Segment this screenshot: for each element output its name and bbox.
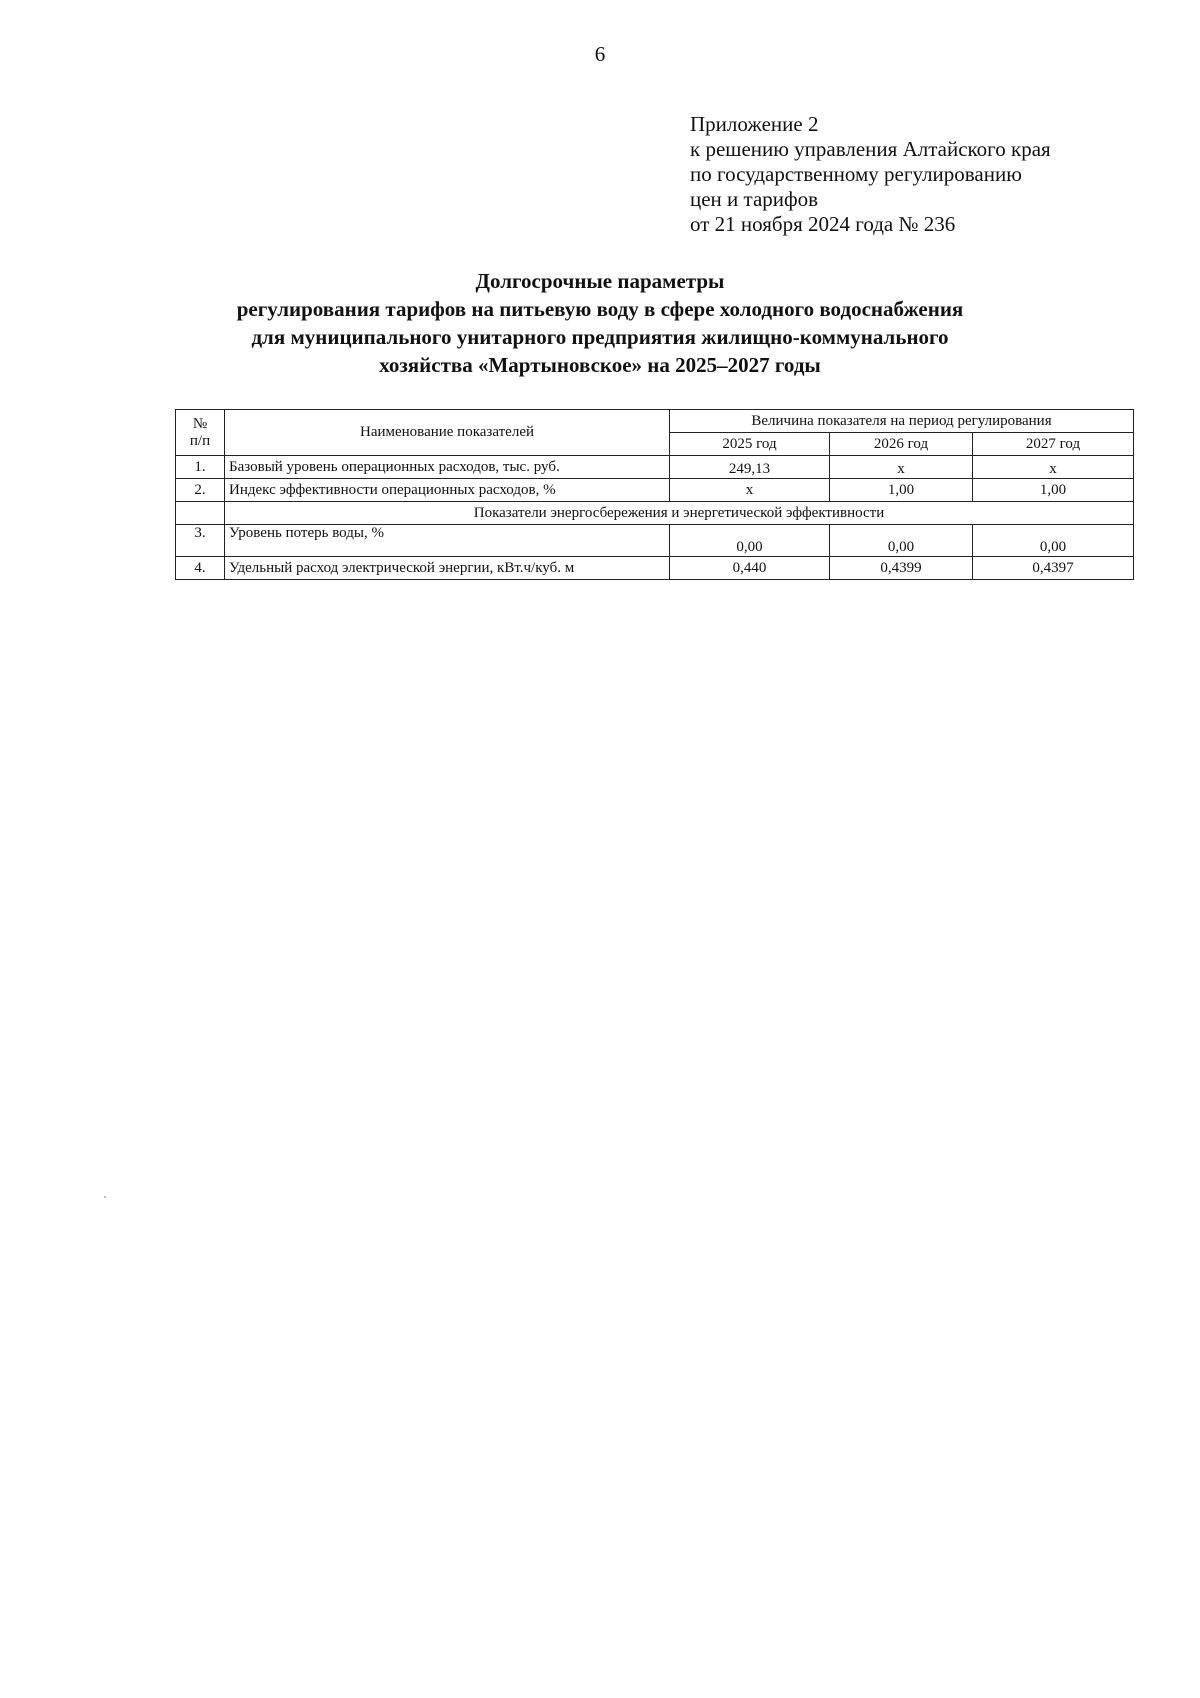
table-section-row bbox=[176, 502, 1134, 525]
title-line: для муниципального унитарного предприятия жилищно-коммунального bbox=[251, 325, 949, 349]
row-value: 0,4397 bbox=[973, 557, 1134, 580]
header-num-symbol: № bbox=[192, 415, 208, 432]
appendix-line: к решению управления Алтайского края bbox=[690, 137, 1051, 161]
title-line: хозяйства «Мартыновское» на 2025–2027 годы bbox=[379, 353, 821, 377]
scan-speck bbox=[104, 1196, 106, 1198]
row-value: 0,440 bbox=[670, 557, 830, 580]
row-num: 1. bbox=[176, 456, 225, 479]
table-row bbox=[176, 479, 1134, 502]
table-row bbox=[176, 525, 1134, 557]
appendix-line: от 21 ноября 2024 года № 236 bbox=[690, 212, 956, 236]
table-row bbox=[176, 557, 1134, 580]
appendix-line: цен и тарифов bbox=[690, 187, 819, 211]
row-name: Удельный расход электрической энергии, кВт.ч/куб. м bbox=[225, 557, 670, 580]
header-year-cell: 2025 год bbox=[670, 433, 830, 456]
section-empty-cell bbox=[176, 502, 225, 525]
row-value: х bbox=[670, 479, 830, 502]
row-name: Базовый уровень операционных расходов, тыс. руб. bbox=[225, 456, 670, 479]
row-value: 0,4399 bbox=[830, 557, 973, 580]
row-name: Индекс эффективности операционных расходов, % bbox=[225, 479, 670, 502]
title-line: Долгосрочные параметры bbox=[475, 269, 725, 293]
section-title: Показатели энергосбережения и энергетической эффективности bbox=[225, 502, 1134, 525]
appendix-block bbox=[690, 112, 1051, 237]
row-value: 0,00 bbox=[670, 525, 830, 557]
row-num: 4. bbox=[176, 557, 225, 580]
appendix-line: по государственному регулированию bbox=[690, 162, 1022, 186]
title-line: регулирования тарифов на питьевую воду в сфере холодного водоснабжения bbox=[236, 297, 964, 321]
header-num-cell bbox=[176, 410, 225, 456]
parameters-table bbox=[175, 409, 1134, 580]
row-num: 2. bbox=[176, 479, 225, 502]
header-num-abbr: п/п bbox=[189, 432, 211, 449]
table-row bbox=[176, 456, 1134, 479]
document-title bbox=[0, 267, 1200, 379]
row-value: х bbox=[830, 456, 973, 479]
row-value: 1,00 bbox=[973, 479, 1134, 502]
header-period-cell: Величина показателя на период регулирования bbox=[670, 410, 1134, 433]
row-name: Уровень потерь воды, % bbox=[225, 525, 670, 557]
header-name-cell: Наименование показателей bbox=[225, 410, 670, 456]
table-header-row bbox=[176, 410, 1134, 433]
header-year-cell: 2027 год bbox=[973, 433, 1134, 456]
row-num: 3. bbox=[176, 525, 225, 557]
row-value: х bbox=[973, 456, 1134, 479]
header-year-cell: 2026 год bbox=[830, 433, 973, 456]
page-number: 6 bbox=[594, 42, 606, 66]
row-value: 1,00 bbox=[830, 479, 973, 502]
row-value: 0,00 bbox=[830, 525, 973, 557]
row-value: 249,13 bbox=[670, 456, 830, 479]
row-value: 0,00 bbox=[973, 525, 1134, 557]
appendix-line: Приложение 2 bbox=[690, 112, 819, 136]
